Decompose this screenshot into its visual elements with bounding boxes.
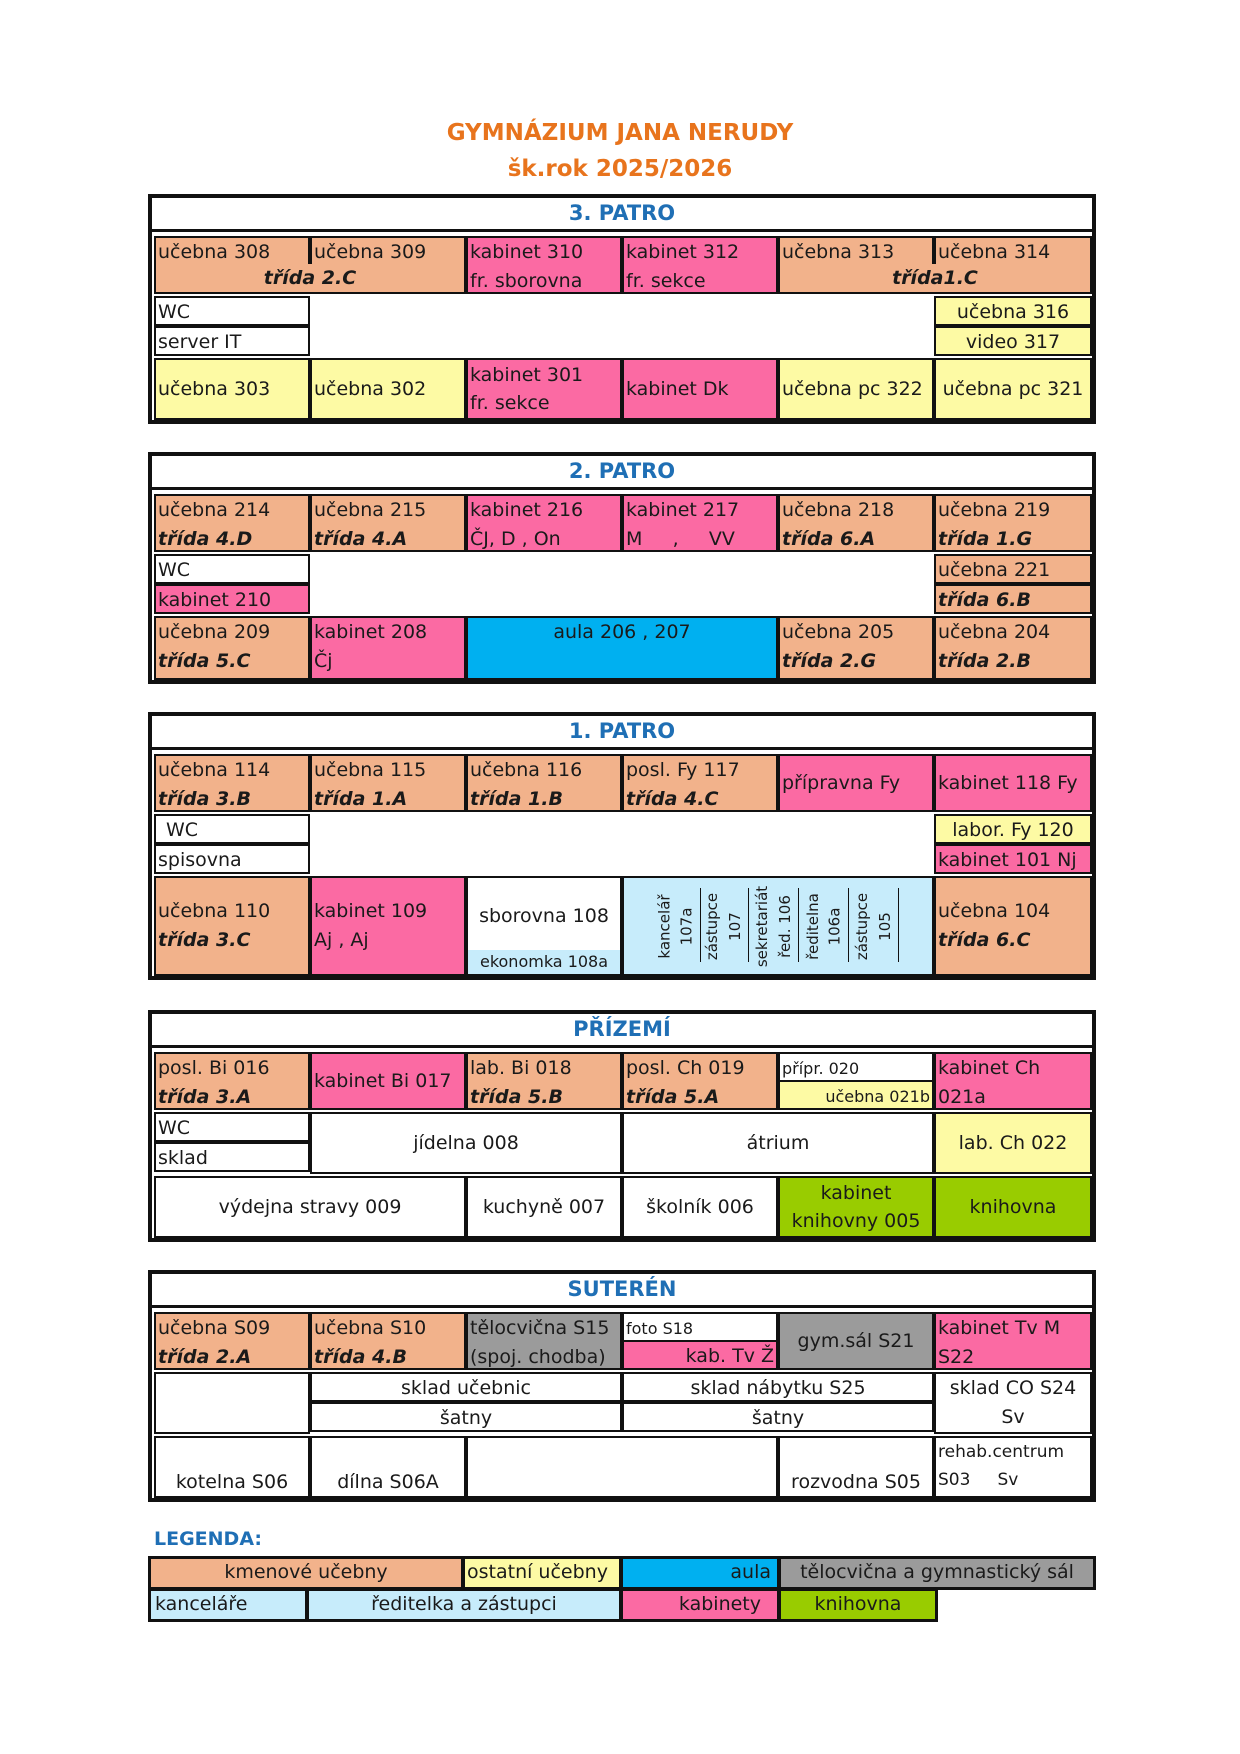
- furniture-storage-s25: sklad nábytku S25: [622, 1372, 934, 1402]
- room-309: učebna 309: [310, 236, 466, 266]
- empty-cell: [154, 1372, 310, 1434]
- principal-label: ředitelna: [803, 892, 822, 960]
- boiler-room-s06: kotelna S06: [154, 1436, 310, 1498]
- room-209: učebna 209 třída 5.C: [154, 616, 310, 680]
- legend-home-classrooms: kmenové učebny: [148, 1556, 464, 1590]
- cabinet-217: kabinet 217 M , VV: [622, 494, 778, 552]
- room-302: učebna 302: [310, 358, 466, 420]
- offices-105-107: [622, 876, 934, 976]
- changing-rooms-2: šatny: [622, 1402, 934, 1432]
- room-214: učebna 214 třída 4.D: [154, 494, 310, 552]
- legend-title: LEGENDA:: [154, 1528, 262, 1550]
- room-215: učebna 215 třída 4.A: [310, 494, 466, 552]
- school-title: GYMNÁZIUM JANA NERUDY: [446, 120, 794, 146]
- deputy-label: zástupce: [703, 892, 722, 960]
- deputy2-number: 105: [875, 911, 894, 941]
- physics-117: posl. Fy 117 třída 4.C: [622, 754, 778, 812]
- office-number: 107a: [677, 907, 696, 945]
- floor-3: [148, 194, 1096, 424]
- room-316: učebna 316: [934, 296, 1092, 326]
- room-104: učebna 104 třída 6.C: [934, 876, 1092, 976]
- room-218: učebna 218 třída 6.A: [778, 494, 934, 552]
- ground-floor: [148, 1010, 1096, 1242]
- legend-cabinets: kabinety: [620, 1588, 780, 1622]
- room-021b: učebna 021b: [778, 1080, 934, 1110]
- server-it: server IT: [154, 326, 310, 356]
- wc: WC: [154, 1112, 310, 1142]
- office-label: kancelář: [655, 893, 674, 959]
- room-s09: učebna S09 třída 2.A: [154, 1312, 310, 1370]
- floor-title: 1. PATRO: [152, 716, 1092, 750]
- deputy2-label: zástupce: [853, 892, 872, 960]
- school-year: šk.rok 2025/2026: [507, 156, 733, 182]
- secretariat-number: řed. 106: [775, 894, 794, 958]
- physics-lab-120: labor. Fy 120: [934, 814, 1092, 844]
- cabinet-dk: kabinet Dk: [622, 358, 778, 420]
- pc-room-321: učebna pc 321: [934, 358, 1092, 420]
- cabinet-109: kabinet 109 Aj , Aj: [310, 876, 466, 976]
- basement: [148, 1270, 1096, 1502]
- floor-title: PŘÍZEMÍ: [152, 1014, 1092, 1048]
- biology-016: posl. Bi 016 třída 3.A: [154, 1052, 310, 1110]
- secretariat-label: sekretariát: [753, 885, 772, 967]
- room-s10: učebna S10 třída 4.B: [310, 1312, 466, 1370]
- staff-room-label: sborovna 108: [479, 905, 609, 927]
- legend-other-classrooms: ostatní učebny: [462, 1556, 622, 1590]
- room-221: učebna 221: [934, 554, 1092, 584]
- legend-aula: aula: [620, 1556, 780, 1590]
- room-204: učebna 204 třída 2.B: [934, 616, 1092, 680]
- kitchen-007: kuchyně 007: [466, 1176, 622, 1238]
- floor-title: SUTERÉN: [152, 1274, 1092, 1308]
- room-313: učebna 313: [778, 236, 934, 266]
- video-317: video 317: [934, 326, 1092, 356]
- chemistry-019: posl. Ch 019 třída 5.A: [622, 1052, 778, 1110]
- civil-defense-storage-s24: sklad CO S24 Sv: [934, 1372, 1092, 1434]
- empty-cell: [466, 1436, 778, 1498]
- economist-108a: ekonomka 108a: [468, 950, 620, 974]
- cabinet-208: kabinet 208 Čj: [310, 616, 466, 680]
- storage: sklad: [154, 1142, 310, 1172]
- floor-1: [148, 712, 1096, 980]
- pc-room-322: učebna pc 322: [778, 358, 934, 420]
- room-116: učebna 116 třída 1.B: [466, 754, 622, 812]
- cabinet-216: kabinet 216 ČJ, D , On: [466, 494, 622, 552]
- floor-title: 2. PATRO: [152, 456, 1092, 490]
- class-6b: třída 6.B: [934, 584, 1092, 614]
- legend-library: knihovna: [778, 1588, 938, 1622]
- workshop-s06a: dílna S06A: [310, 1436, 466, 1498]
- cabinet-210: kabinet 210: [154, 584, 310, 614]
- cabinet-301: kabinet 301 fr. sekce: [466, 358, 622, 420]
- switchboard-s05: rozvodna S05: [778, 1436, 934, 1498]
- changing-rooms-1: šatny: [310, 1402, 622, 1432]
- room-110: učebna 110 třída 3.C: [154, 876, 310, 976]
- gym-s15: tělocvična S15 (spoj. chodba): [466, 1312, 622, 1370]
- room-205: učebna 205 třída 2.G: [778, 616, 934, 680]
- room-219: učebna 219 třída 1.G: [934, 494, 1092, 552]
- deputy-number: 107: [725, 911, 744, 941]
- aula: aula 206 , 207: [466, 616, 778, 680]
- gym-hall-s21: gym.sál S21: [778, 1312, 934, 1370]
- staff-room-108: [466, 876, 622, 976]
- class-1c: třída1.C: [778, 264, 1092, 294]
- room-303: učebna 303: [154, 358, 310, 420]
- class-2c: třída 2.C: [154, 264, 466, 294]
- cabinet-310: kabinet 310 fr. sborovna: [466, 236, 622, 294]
- cabinet-312: kabinet 312 fr. sekce: [622, 236, 778, 294]
- library-cabinet-005: kabinet knihovny 005: [778, 1176, 934, 1238]
- principal-number: 106a: [825, 907, 844, 945]
- cabinet-bi-017: kabinet Bi 017: [310, 1052, 466, 1110]
- cabinet-tv-m-s22: kabinet Tv M S22: [934, 1312, 1092, 1370]
- cabinet-tv-z: kab. Tv Ž: [622, 1340, 778, 1370]
- physics-prep-room: přípravna Fy: [778, 754, 934, 812]
- wc: WC: [154, 296, 310, 326]
- photo-s18: foto S18: [622, 1312, 778, 1342]
- chemistry-lab-022: lab. Ch 022: [934, 1112, 1092, 1174]
- registry: spisovna: [154, 844, 310, 874]
- food-serving-009: výdejna stravy 009: [154, 1176, 466, 1238]
- cabinet-101: kabinet 101 Nj: [934, 844, 1092, 874]
- legend-offices: kanceláře: [148, 1588, 308, 1622]
- wc: WC: [154, 554, 310, 584]
- legend-gym: tělocvična a gymnastický sál: [778, 1556, 1096, 1590]
- library: knihovna: [934, 1176, 1092, 1238]
- room-114: učebna 114 třída 3.B: [154, 754, 310, 812]
- legend-principal-deputies: ředitelka a zástupci: [306, 1588, 622, 1622]
- janitor-006: školník 006: [622, 1176, 778, 1238]
- room-308: učebna 308: [154, 236, 310, 266]
- canteen-008: jídelna 008: [310, 1112, 622, 1174]
- floor-title: 3. PATRO: [152, 198, 1092, 232]
- wc: WC: [154, 814, 310, 844]
- floor-2: [148, 452, 1096, 684]
- biology-lab-018: lab. Bi 018 třída 5.B: [466, 1052, 622, 1110]
- rehab-centre-s03: rehab.centrum S03 Sv: [934, 1436, 1092, 1498]
- atrium: átrium: [622, 1112, 934, 1174]
- prep-020: přípr. 020: [778, 1052, 934, 1082]
- room-314: učebna 314: [934, 236, 1092, 266]
- cabinet-ch-021a: kabinet Ch 021a: [934, 1052, 1092, 1110]
- cabinet-118: kabinet 118 Fy: [934, 754, 1092, 812]
- textbook-storage: sklad učebnic: [310, 1372, 622, 1402]
- room-115: učebna 115 třída 1.A: [310, 754, 466, 812]
